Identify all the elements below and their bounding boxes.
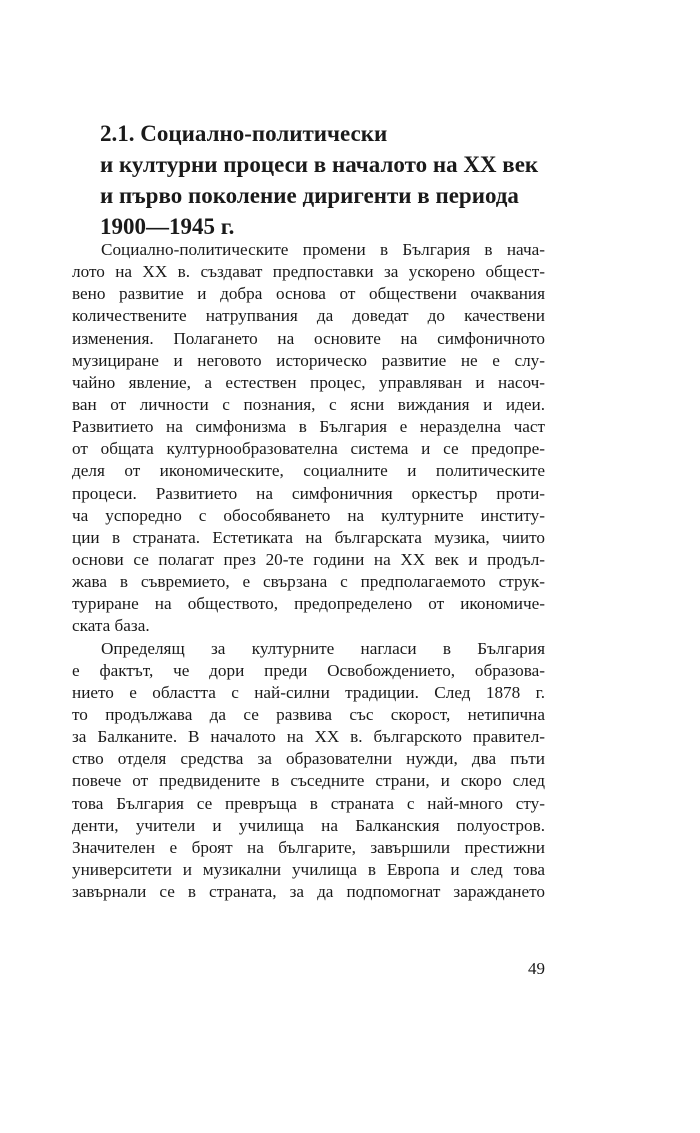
text-line: лото на XX в. създават предпоставки за ускорено общест-: [72, 262, 545, 282]
text-line: Определящ за културните нагласи в България: [101, 638, 545, 658]
text-line: нието е областта с най-силни традиции. След 1878 г.: [72, 682, 545, 702]
text-line: Значителен е броят на българите, завършили престижни: [72, 837, 545, 857]
heading-line: 1900—1945 г.: [100, 214, 235, 239]
text-line: е фактът, че дори преди Освобождението, образова-: [72, 660, 545, 680]
text-line: то продължава да се развива със скорост, нетипична: [72, 704, 545, 724]
text-line: деля от икономическите, социалните и политическите: [72, 461, 545, 481]
text-line: ство отделя средства за образователни нужди, два пъти: [72, 749, 545, 769]
text-line: повече от предвидените в съседните страни, и скоро след: [72, 771, 545, 791]
text-line: чайно явление, а естествен процес, управляван и насоч-: [72, 372, 545, 392]
text-line: денти, учители и училища на Балканския полуостров.: [72, 815, 545, 835]
heading-line: и първо поколение диригенти в периода: [100, 183, 519, 208]
section-heading: [100, 118, 560, 242]
body-text: [72, 239, 545, 903]
text-line: процеси. Развитието на симфоничния оркестър проти-: [72, 483, 545, 503]
text-line: изменения. Полагането на основите на симфоничното: [72, 328, 545, 348]
text-line: това България се превръща в страната с най-много сту-: [72, 793, 545, 813]
text-line: основи се полагат през 20-те години на XX век и продъл-: [72, 549, 545, 569]
paragraph: [72, 638, 545, 904]
text-line: за Балканите. В началото на XX в. българското правител-: [72, 727, 545, 747]
text-line: количествените натрупвания да доведат до качествени: [72, 306, 545, 326]
paragraph: [72, 239, 545, 638]
text-line: ча успоредно с обособяването на културните институ-: [72, 505, 545, 525]
page-number: 49: [528, 959, 545, 978]
text-line: Развитието на симфонизма в България е неразделна част: [72, 417, 545, 437]
text-line: туриране на обществото, предопределено от икономиче-: [72, 594, 545, 614]
text-line: жава в съвремието, е свързана с предполагаемото струк-: [72, 572, 545, 592]
text-line: завърнали се в страната, за да подпомогнат зараждането: [72, 882, 545, 902]
text-line: ции в страната. Естетиката на българската музика, чиито: [72, 527, 545, 547]
text-line: ската база.: [72, 616, 150, 636]
text-line: университети и музикални училища в Европа и след това: [72, 859, 545, 879]
heading-line: и културни процеси в началото на XX век: [100, 152, 539, 177]
text-line: музициране и неговото историческо развитие не е слу-: [72, 350, 545, 370]
text-line: ван от личности с познания, с ясни виждания и идеи.: [72, 394, 545, 414]
text-line: Социално-политическите промени в България в нача-: [101, 240, 545, 259]
text-line: от общата културнообразователна система и се предопре-: [72, 439, 545, 459]
text-line: вено развитие и добра основа от обществени очаквания: [72, 284, 545, 304]
heading-line: 2.1. Социално-политически: [100, 121, 388, 146]
